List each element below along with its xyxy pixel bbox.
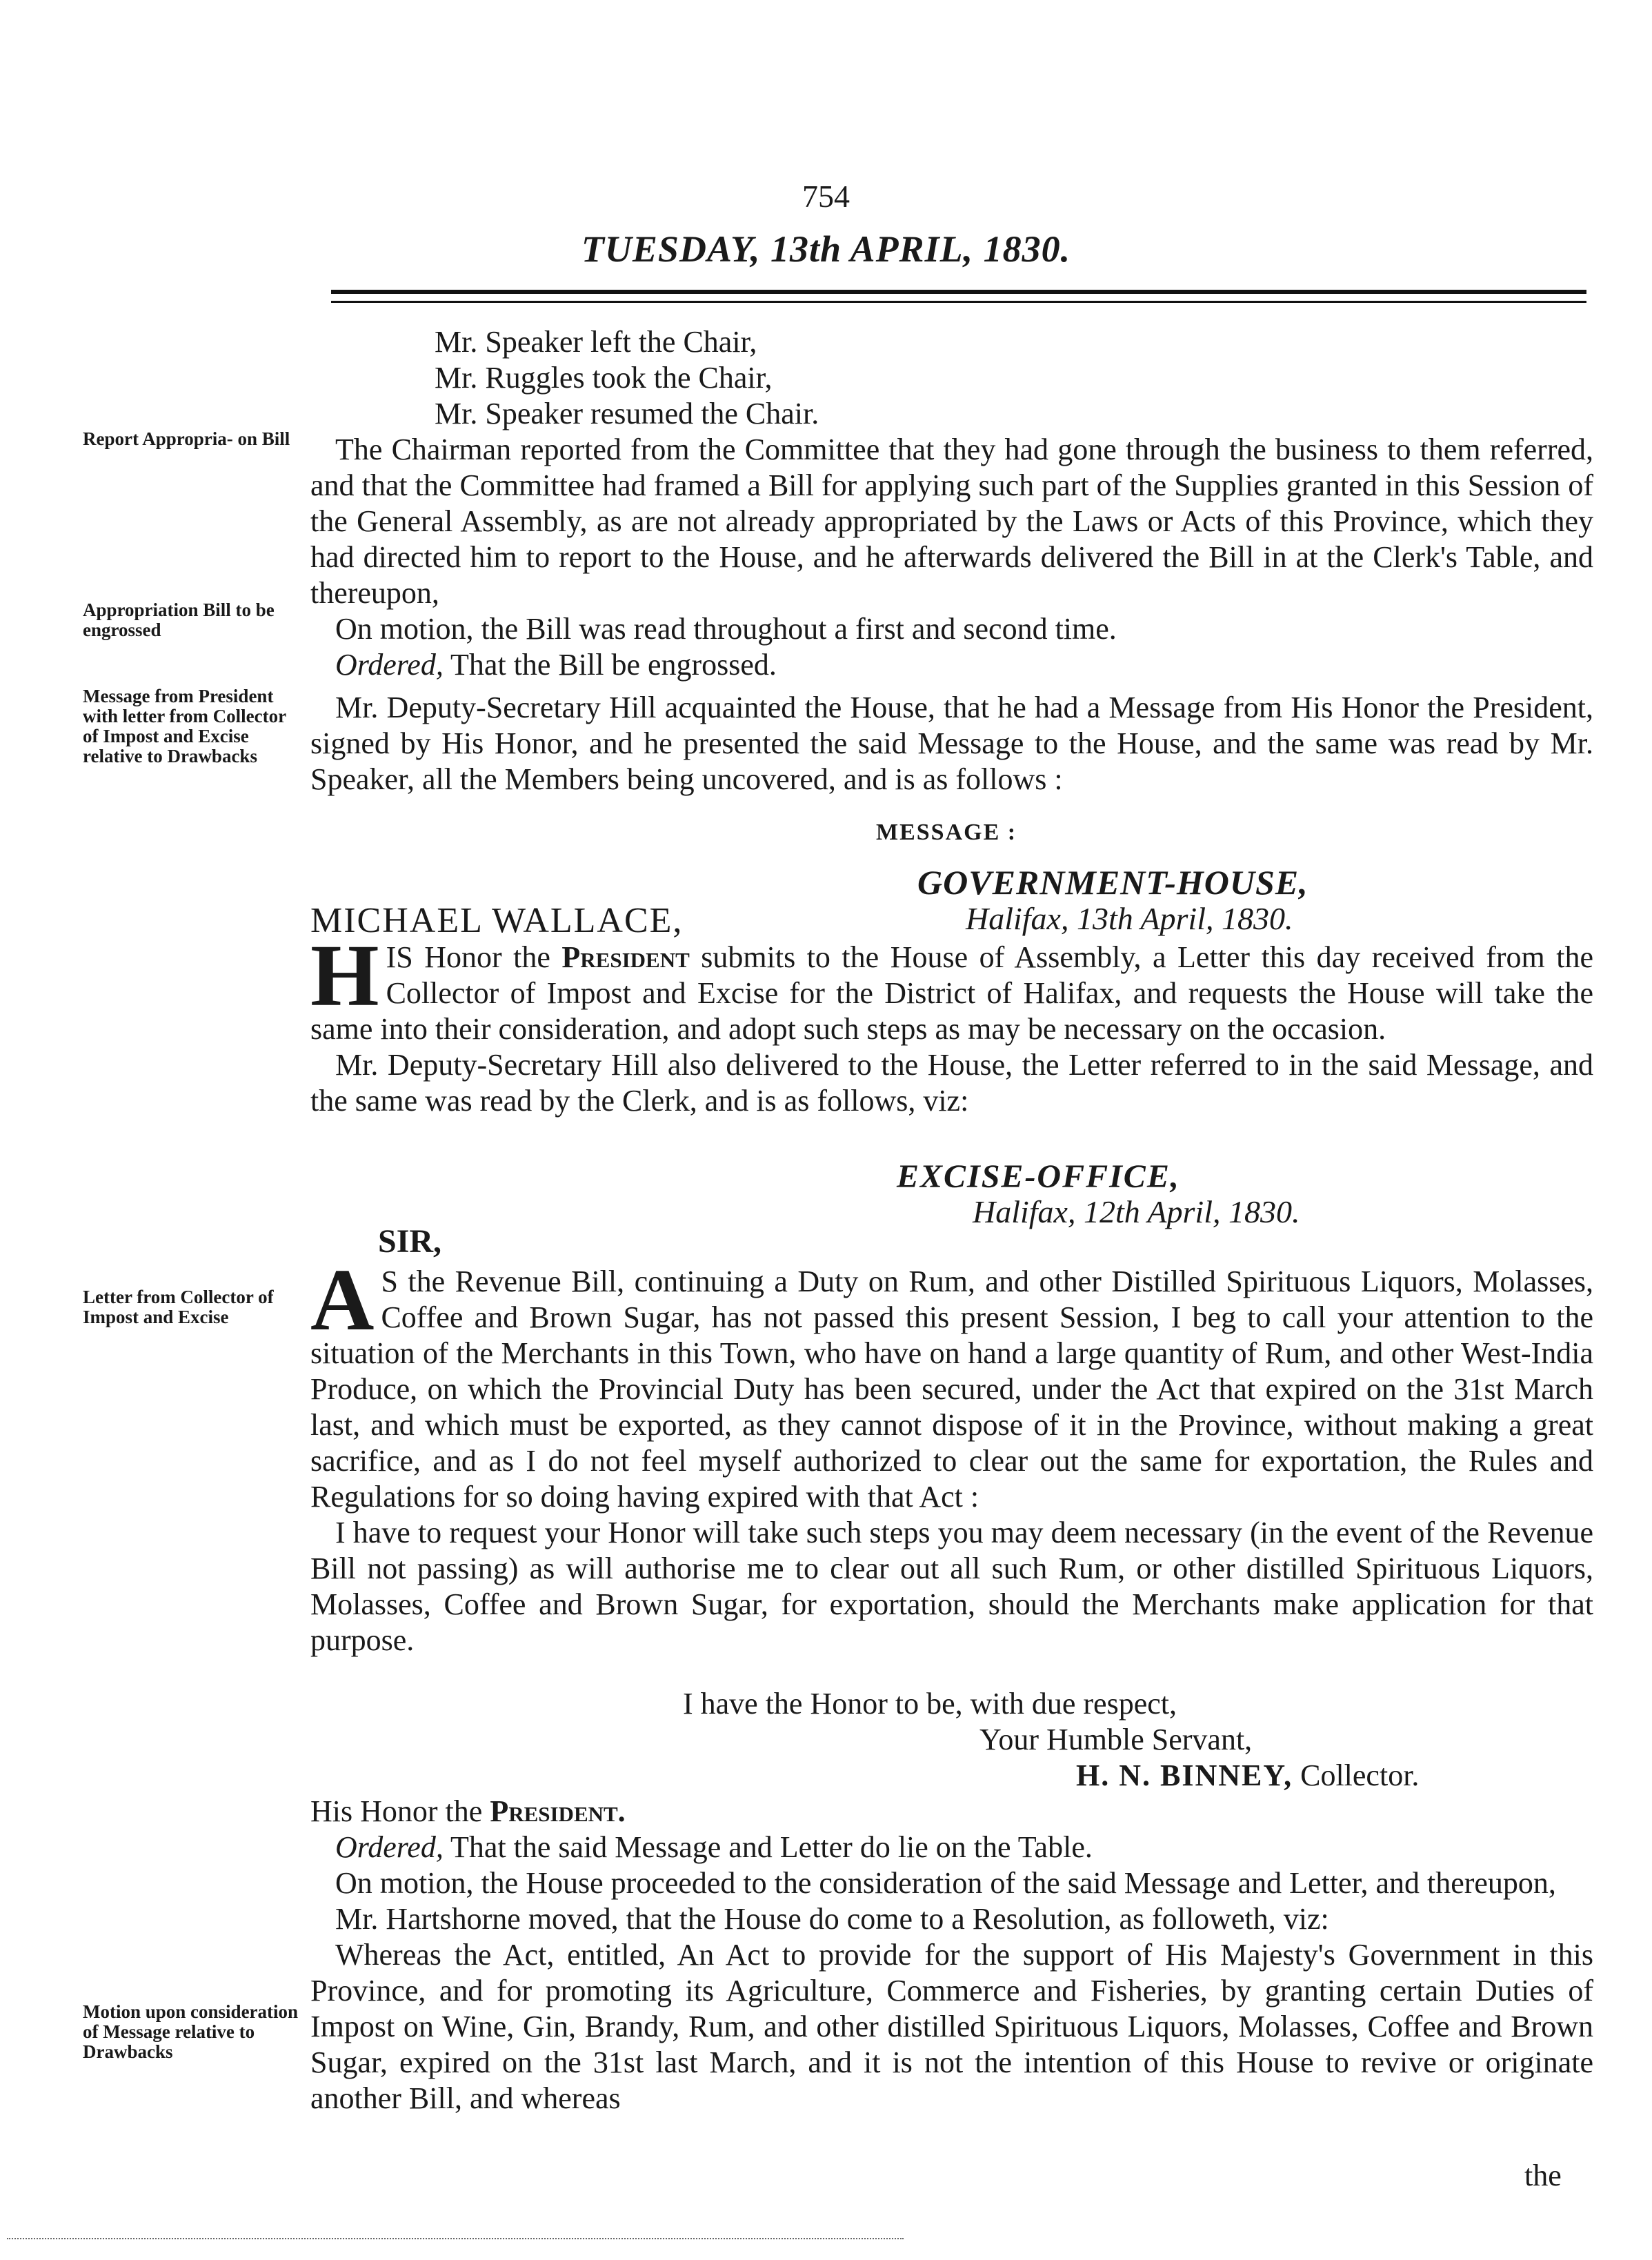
margin-note-letter: Letter from Collector of Impost and Excise xyxy=(83,1287,274,1327)
page-number: 754 xyxy=(802,179,850,214)
header-rule xyxy=(331,290,1586,303)
closing-signature: H. N. BINNEY, Collector. xyxy=(1076,1758,1420,1792)
dropcap: H xyxy=(310,926,379,1024)
margin-note-report: Report Appropria- on Bill xyxy=(83,428,290,449)
margin-note-message: Message from President with letter from Collector of Impost and Excise relative to Drawbacks xyxy=(83,686,286,766)
closing-servant: Your Humble Servant, xyxy=(979,1723,1253,1756)
letter-request: I have to request your Honor will take such steps you may deem necessary (in the event of the Revenue Bill not passing) as will authorise me to clear out all such Rum, or other distilled Spirituous Liquors, Molasses, Coffee and Brown Sugar, for exportation, should the Merchants make application for that purpose. xyxy=(310,1516,1593,1657)
whereas-paragraph: Whereas the Act, entitled, An Act to provide for the support of His Majesty's Government in this Province, and for promoting its Agriculture, Commerce and Fisheries, by granting certain Duties of Impost on Wine, Gin, Brandy, Rum, and other distilled Spirituous Liquors, Molasses, Coffee and Brown Sugar, expired on the 31st last March, and it is not the intention of this House to revive or originate another Bill, and whereas xyxy=(310,1938,1593,2115)
after-letter xyxy=(310,1794,1593,2117)
signatory: MICHAEL WALLACE, xyxy=(310,901,684,940)
deputy-paragraph: Mr. Deputy-Secretary Hill acquainted the House, that he had a Message from His Honor the President, signed by His Honor, and he presented the said Message to the House, and the same was read by Mr. Speaker, all the Members being uncovered, and is as follows : xyxy=(310,691,1593,796)
message-heading: MESSAGE : xyxy=(876,820,1017,845)
government-house: GOVERNMENT-HOUSE, xyxy=(917,863,1308,902)
salutation: SIR, xyxy=(378,1223,442,1260)
excise-date: Halifax, 12th April, 1830. xyxy=(973,1194,1300,1229)
margin-note-engrossed: Appropriation Bill to be engrossed xyxy=(83,599,275,640)
excise-office: EXCISE-OFFICE, xyxy=(897,1158,1180,1195)
margin-note-motion: Motion upon consideration of Message relative to Drawbacks xyxy=(83,2001,299,2062)
message-body: HIS Honor the President submits to the House of Assembly, a Letter this day received from the Collector of Impost and Excise for the District of Halifax, and requests the House will take the same into their consideration, and adopt such steps as may be necessary on the occasion. Mr. Deputy-Secretary Hill also delivered to the House, the Letter referred to in the said Message, and the same was read by the Clerk, and is as follows, viz: xyxy=(310,926,1593,1118)
footer-noise xyxy=(7,2238,904,2249)
catchword: the xyxy=(1524,2159,1562,2192)
chair-line: Mr. Speaker resumed the Chair. xyxy=(435,397,819,430)
report-paragraph: The Chairman reported from the Committee that they had gone through the business to them referred, and that the Committee had framed a Bill for applying such part of the Supplies granted in this Session of the General Assembly, as are not already appropriated by the Laws or Acts of this Province, which they had directed him to report to the House, and he afterwards delivered the Bill in at the Clerk's Table, and thereupon, On motion, the Bill was read throughout a first and second time. Ordered, That the Bill be engrossed. xyxy=(310,433,1593,682)
letter-body: A S the Revenue Bill, continuing a Duty on Rum, and other Distilled Spirituous Liquors, Molasses, Coffee and Brown Sugar, has not passed this present Session, I beg to call your attention to the situation of the Merchants in this Town, who have on hand a large quantity of Rum, and other West-India Produce, on which the Provincial Duty has been secured, under the Act that expired on the 31st March last, and which must be exported, as they cannot dispose of it in the Province, without making a great sacrifice, and as I do not feel myself authorized to clear out the same for exportation, the Rules and Regulations for so doing having expired with that Act : I have to request your Honor will take such steps you may deem necessary (in the event of the Revenue Bill not passing) as will authorise me to clear out all such Rum, or other distilled Spirituous Liquors, Molasses, Coffee and Brown Sugar, for exportation, should the Merchants make application for that purpose. xyxy=(310,1251,1593,1657)
ordered-engrossed: Ordered, That the Bill be engrossed. xyxy=(335,648,777,682)
motion-house: On motion, the House proceeded to the consideration of the said Message and Letter, and thereupon, xyxy=(335,1866,1556,1900)
addressee: His Honor the President. xyxy=(310,1794,626,1828)
deputy-letter: Mr. Deputy-Secretary Hill also delivered to the House, the Letter referred to in the said Message, and the same was read by the Clerk, and is as follows, viz: xyxy=(310,1048,1593,1118)
date-line: TUESDAY, 13th APRIL, 1830. xyxy=(581,228,1071,270)
government-date: Halifax, 13th April, 1830. xyxy=(966,901,1293,936)
hartshorne-motion: Mr. Hartshorne moved, that the House do come to a Resolution, as followeth, viz: xyxy=(335,1902,1329,1936)
motion-read: On motion, the Bill was read throughout a first and second time. xyxy=(335,612,1117,646)
chair-lines xyxy=(310,324,1593,432)
ordered-table: Ordered, That the said Message and Letter do lie on the Table. xyxy=(335,1830,1093,1864)
chair-line: Mr. Speaker left the Chair, xyxy=(435,325,757,359)
dropcap: A xyxy=(310,1251,375,1349)
closing-respect: I have the Honor to be, with due respect, xyxy=(683,1687,1177,1721)
chair-line: Mr. Ruggles took the Chair, xyxy=(435,361,773,395)
